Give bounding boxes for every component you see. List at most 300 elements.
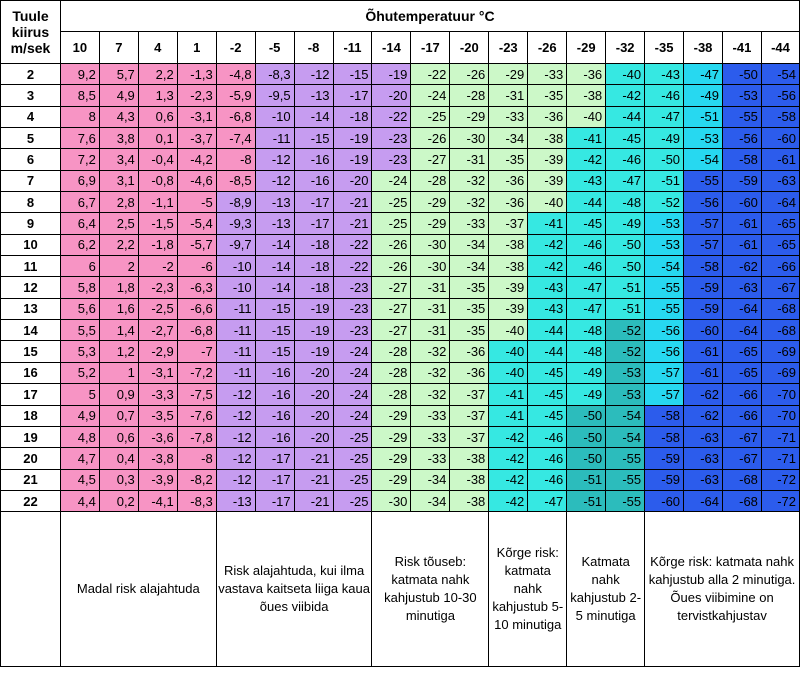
- wind-chill-cell: -68: [722, 490, 761, 511]
- wind-chill-cell: -16: [255, 426, 294, 447]
- wind-chill-cell: -5,4: [177, 213, 216, 234]
- wind-chill-cell: -62: [684, 384, 723, 405]
- wind-chill-cell: -64: [761, 192, 799, 213]
- wind-chill-cell: 8,5: [60, 85, 99, 106]
- wind-chill-cell: -4,6: [177, 170, 216, 191]
- wind-chill-cell: 6,7: [60, 192, 99, 213]
- wind-chill-cell: -59: [645, 469, 684, 490]
- wind-chill-cell: 1,2: [99, 341, 138, 362]
- wind-chill-cell: -1,5: [138, 213, 177, 234]
- wind-speed-cell: 16: [1, 362, 61, 383]
- wind-chill-cell: -35: [528, 85, 567, 106]
- wind-chill-cell: -8: [216, 149, 255, 170]
- temperature-header-cell: -41: [722, 32, 761, 64]
- wind-chill-cell: -26: [372, 256, 411, 277]
- wind-chill-cell: -59: [722, 170, 761, 191]
- wind-chill-cell: -46: [606, 149, 645, 170]
- wind-chill-cell: 7,6: [60, 128, 99, 149]
- wind-chill-cell: -19: [294, 298, 333, 319]
- wind-speed-cell: 19: [1, 426, 61, 447]
- temperature-header-cell: 10: [60, 32, 99, 64]
- wind-chill-cell: -33: [411, 448, 450, 469]
- wind-chill-cell: -65: [722, 362, 761, 383]
- wind-chill-cell: -62: [722, 256, 761, 277]
- wind-chill-cell: -22: [411, 64, 450, 85]
- wind-chill-cell: -18: [294, 256, 333, 277]
- wind-chill-cell: -49: [645, 128, 684, 149]
- wind-chill-cell: -50: [722, 64, 761, 85]
- wind-chill-cell: 2,5: [99, 213, 138, 234]
- wind-chill-cell: -36: [489, 170, 528, 191]
- wind-chill-cell: -42: [528, 234, 567, 255]
- wind-chill-cell: -19: [372, 64, 411, 85]
- wind-chill-cell: 5: [60, 384, 99, 405]
- wind-chill-cell: -43: [528, 298, 567, 319]
- wind-chill-cell: -12: [216, 469, 255, 490]
- wind-chill-cell: -24: [333, 362, 372, 383]
- wind-chill-cell: 2,2: [138, 64, 177, 85]
- wind-speed-cell: 9: [1, 213, 61, 234]
- legend-blank: [1, 512, 61, 667]
- wind-chill-cell: -61: [684, 362, 723, 383]
- wind-chill-cell: -10: [216, 256, 255, 277]
- wind-chill-cell: -14: [255, 277, 294, 298]
- wind-chill-cell: -16: [294, 149, 333, 170]
- wind-chill-cell: -5,7: [177, 234, 216, 255]
- wind-chill-cell: -27: [372, 298, 411, 319]
- legend-low-risk: Madal risk alajahtuda: [60, 512, 216, 667]
- wind-chill-cell: -36: [450, 341, 489, 362]
- wind-chill-cell: -6,6: [177, 298, 216, 319]
- wind-chill-cell: -55: [645, 277, 684, 298]
- wind-chill-cell: -34: [450, 256, 489, 277]
- wind-chill-cell: -50: [567, 405, 606, 426]
- wind-chill-cell: -46: [528, 448, 567, 469]
- wind-chill-cell: -6,8: [177, 320, 216, 341]
- wind-chill-cell: -0,4: [138, 149, 177, 170]
- wind-chill-cell: -57: [645, 384, 684, 405]
- wind-chill-cell: -32: [411, 384, 450, 405]
- wind-chill-cell: 0,1: [138, 128, 177, 149]
- table-row: [1, 170, 800, 191]
- wind-chill-cell: -28: [450, 85, 489, 106]
- wind-chill-cell: 0,4: [99, 448, 138, 469]
- wind-chill-cell: -67: [722, 448, 761, 469]
- wind-chill-cell: -55: [684, 170, 723, 191]
- wind-chill-cell: -15: [255, 298, 294, 319]
- wind-chill-cell: -29: [450, 106, 489, 127]
- wind-chill-cell: 3,8: [99, 128, 138, 149]
- wind-chill-cell: -47: [528, 490, 567, 511]
- wind-chill-cell: -47: [645, 106, 684, 127]
- wind-chill-cell: -20: [294, 405, 333, 426]
- wind-chill-cell: -65: [722, 341, 761, 362]
- wind-chill-cell: -37: [450, 426, 489, 447]
- wind-chill-cell: -29: [372, 426, 411, 447]
- wind-chill-cell: -30: [411, 234, 450, 255]
- wind-chill-cell: -27: [372, 320, 411, 341]
- wind-chill-cell: -24: [333, 405, 372, 426]
- wind-chill-cell: -63: [722, 277, 761, 298]
- wind-chill-cell: -46: [528, 426, 567, 447]
- wind-chill-cell: -16: [255, 384, 294, 405]
- wind-chill-cell: -32: [450, 170, 489, 191]
- wind-chill-cell: -53: [684, 128, 723, 149]
- wind-chill-cell: 4,8: [60, 426, 99, 447]
- wind-chill-cell: -26: [411, 128, 450, 149]
- wind-chill-cell: -16: [255, 362, 294, 383]
- wind-chill-cell: 4,9: [99, 85, 138, 106]
- wind-chill-cell: -2,9: [138, 341, 177, 362]
- wind-chill-cell: -61: [722, 234, 761, 255]
- wind-speed-cell: 10: [1, 234, 61, 255]
- wind-chill-cell: -40: [567, 106, 606, 127]
- wind-chill-cell: -50: [567, 448, 606, 469]
- wind-chill-cell: -29: [411, 192, 450, 213]
- temperature-header-row: [1, 32, 800, 64]
- wind-chill-cell: -29: [372, 405, 411, 426]
- wind-chill-cell: -54: [684, 149, 723, 170]
- wind-chill-cell: -58: [645, 426, 684, 447]
- wind-chill-cell: 0,6: [99, 426, 138, 447]
- wind-speed-cell: 21: [1, 469, 61, 490]
- wind-chill-cell: -59: [684, 277, 723, 298]
- wind-chill-cell: -63: [684, 426, 723, 447]
- temperature-header-cell: -38: [684, 32, 723, 64]
- table-row: [1, 469, 800, 490]
- wind-chill-cell: -58: [722, 149, 761, 170]
- wind-chill-cell: 6,4: [60, 213, 99, 234]
- wind-chill-cell: -32: [411, 341, 450, 362]
- wind-chill-cell: -63: [684, 469, 723, 490]
- wind-chill-cell: -32: [411, 362, 450, 383]
- wind-chill-cell: -11: [216, 362, 255, 383]
- wind-chill-cell: -33: [411, 426, 450, 447]
- wind-chill-cell: -13: [294, 85, 333, 106]
- wind-chill-cell: -66: [722, 405, 761, 426]
- wind-speed-cell: 3: [1, 85, 61, 106]
- wind-speed-cell: 15: [1, 341, 61, 362]
- wind-chill-cell: -61: [761, 149, 799, 170]
- wind-chill-cell: -34: [489, 128, 528, 149]
- temperature-header-cell: -2: [216, 32, 255, 64]
- wind-chill-cell: -49: [567, 384, 606, 405]
- wind-chill-cell: -11: [216, 320, 255, 341]
- wind-chill-cell: -43: [645, 64, 684, 85]
- table-row: [1, 405, 800, 426]
- wind-chill-cell: -7,6: [177, 405, 216, 426]
- wind-chill-cell: 2,8: [99, 192, 138, 213]
- wind-chill-cell: -34: [450, 234, 489, 255]
- wind-chill-cell: -3,7: [177, 128, 216, 149]
- wind-chill-cell: -27: [372, 277, 411, 298]
- wind-chill-cell: -20: [294, 426, 333, 447]
- wind-chill-cell: -24: [372, 170, 411, 191]
- wind-chill-cell: -16: [294, 170, 333, 191]
- table-row: [1, 192, 800, 213]
- wind-chill-cell: -8,3: [177, 490, 216, 511]
- wind-chill-cell: -29: [372, 469, 411, 490]
- table-row: [1, 64, 800, 85]
- wind-chill-cell: -8,2: [177, 469, 216, 490]
- wind-chill-cell: -12: [255, 149, 294, 170]
- wind-chill-cell: 0,3: [99, 469, 138, 490]
- wind-chill-cell: 1,8: [99, 277, 138, 298]
- wind-chill-cell: -54: [645, 256, 684, 277]
- wind-chill-cell: -26: [372, 234, 411, 255]
- temperature-header-cell: -17: [411, 32, 450, 64]
- wind-chill-cell: -20: [333, 170, 372, 191]
- wind-chill-cell: -10: [255, 106, 294, 127]
- wind-speed-cell: 4: [1, 106, 61, 127]
- wind-chill-cell: 4,5: [60, 469, 99, 490]
- temperature-header-cell: -11: [333, 32, 372, 64]
- wind-chill-cell: -31: [411, 277, 450, 298]
- wind-speed-cell: 18: [1, 405, 61, 426]
- wind-chill-cell: -26: [450, 64, 489, 85]
- temperature-header-cell: 7: [99, 32, 138, 64]
- wind-chill-cell: -60: [722, 192, 761, 213]
- wind-chill-cell: -49: [684, 85, 723, 106]
- wind-chill-cell: -50: [645, 149, 684, 170]
- wind-chill-cell: -21: [294, 490, 333, 511]
- wind-chill-cell: -56: [722, 128, 761, 149]
- wind-chill-cell: -14: [255, 256, 294, 277]
- wind-chill-cell: -56: [761, 85, 799, 106]
- wind-speed-cell: 20: [1, 448, 61, 469]
- wind-chill-cell: 6,2: [60, 234, 99, 255]
- wind-chill-cell: -17: [294, 213, 333, 234]
- wind-chill-cell: -57: [645, 362, 684, 383]
- wind-chill-cell: -46: [567, 256, 606, 277]
- wind-chill-cell: -63: [761, 170, 799, 191]
- wind-chill-cell: -47: [684, 64, 723, 85]
- wind-chill-cell: -15: [255, 341, 294, 362]
- legend-high-risk: Kõrge risk: katmata nahk kahjustub 5-10 minutiga: [489, 512, 567, 667]
- wind-chill-cell: -52: [645, 192, 684, 213]
- wind-chill-cell: 3,4: [99, 149, 138, 170]
- wind-chill-cell: -29: [372, 448, 411, 469]
- wind-chill-cell: -30: [372, 490, 411, 511]
- wind-chill-cell: -23: [372, 128, 411, 149]
- wind-chill-cell: -47: [606, 170, 645, 191]
- wind-chill-cell: -41: [489, 405, 528, 426]
- wind-chill-cell: 6: [60, 256, 99, 277]
- table-row: [1, 106, 800, 127]
- wind-chill-cell: -13: [216, 490, 255, 511]
- wind-speed-header: Tuule kiirus m/sek: [1, 1, 61, 64]
- wind-chill-cell: -46: [567, 234, 606, 255]
- wind-chill-cell: -1,3: [177, 64, 216, 85]
- wind-chill-cell: -0,8: [138, 170, 177, 191]
- temperature-header-cell: 4: [138, 32, 177, 64]
- table-row: [1, 298, 800, 319]
- wind-chill-cell: -25: [411, 106, 450, 127]
- wind-chill-cell: 6,9: [60, 170, 99, 191]
- wind-chill-cell: -19: [294, 320, 333, 341]
- temperature-header-cell: 1: [177, 32, 216, 64]
- wind-chill-cell: -10: [216, 277, 255, 298]
- wind-chill-cell: -53: [606, 384, 645, 405]
- wind-chill-cell: -72: [761, 469, 799, 490]
- wind-chill-cell: 0,2: [99, 490, 138, 511]
- wind-chill-cell: -42: [528, 256, 567, 277]
- wind-chill-cell: -42: [489, 448, 528, 469]
- wind-chill-cell: -70: [761, 405, 799, 426]
- wind-chill-cell: -7,5: [177, 384, 216, 405]
- wind-chill-cell: -64: [722, 298, 761, 319]
- wind-chill-cell: -51: [567, 490, 606, 511]
- wind-chill-cell: 1,3: [138, 85, 177, 106]
- wind-chill-cell: -58: [684, 256, 723, 277]
- wind-chill-cell: -14: [294, 106, 333, 127]
- wind-speed-cell: 14: [1, 320, 61, 341]
- wind-chill-cell: -69: [761, 341, 799, 362]
- wind-chill-cell: -57: [684, 234, 723, 255]
- wind-chill-cell: -72: [761, 490, 799, 511]
- wind-chill-cell: -49: [567, 362, 606, 383]
- wind-chill-cell: -31: [489, 85, 528, 106]
- wind-chill-cell: -34: [411, 490, 450, 511]
- wind-chill-cell: -37: [450, 405, 489, 426]
- wind-chill-cell: -21: [333, 192, 372, 213]
- table-row: [1, 256, 800, 277]
- wind-chill-cell: -57: [684, 213, 723, 234]
- table-row: [1, 490, 800, 511]
- wind-chill-cell: -3,1: [138, 362, 177, 383]
- wind-chill-cell: -42: [489, 426, 528, 447]
- wind-chill-cell: -60: [684, 320, 723, 341]
- wind-chill-cell: -42: [489, 469, 528, 490]
- wind-chill-cell: -53: [645, 234, 684, 255]
- temperature-header-cell: -14: [372, 32, 411, 64]
- wind-chill-cell: -38: [489, 256, 528, 277]
- wind-chill-cell: -13: [255, 192, 294, 213]
- wind-chill-cell: -51: [684, 106, 723, 127]
- wind-chill-cell: -50: [606, 256, 645, 277]
- wind-chill-cell: -36: [528, 106, 567, 127]
- wind-chill-rows: [1, 64, 800, 512]
- wind-chill-cell: -6,8: [216, 106, 255, 127]
- table-row: [1, 128, 800, 149]
- wind-chill-cell: -45: [567, 213, 606, 234]
- wind-chill-cell: -59: [684, 298, 723, 319]
- wind-chill-cell: -56: [645, 320, 684, 341]
- wind-speed-cell: 5: [1, 128, 61, 149]
- wind-chill-cell: 2,2: [99, 234, 138, 255]
- wind-chill-cell: -56: [684, 192, 723, 213]
- wind-chill-cell: -54: [606, 405, 645, 426]
- wind-chill-cell: -8: [177, 448, 216, 469]
- wind-chill-cell: -49: [606, 213, 645, 234]
- wind-chill-cell: -37: [489, 213, 528, 234]
- wind-chill-cell: -36: [489, 192, 528, 213]
- wind-chill-cell: -35: [450, 320, 489, 341]
- wind-chill-cell: -23: [333, 298, 372, 319]
- wind-chill-cell: -55: [722, 106, 761, 127]
- wind-chill-cell: -54: [761, 64, 799, 85]
- wind-chill-cell: 1,6: [99, 298, 138, 319]
- wind-chill-cell: -28: [372, 362, 411, 383]
- wind-chill-cell: -45: [528, 362, 567, 383]
- wind-chill-cell: -65: [761, 213, 799, 234]
- wind-speed-cell: 12: [1, 277, 61, 298]
- wind-chill-cell: -58: [645, 405, 684, 426]
- wind-chill-cell: -11: [216, 298, 255, 319]
- wind-chill-cell: -12: [255, 170, 294, 191]
- wind-chill-cell: -9,7: [216, 234, 255, 255]
- wind-chill-cell: 0,6: [138, 106, 177, 127]
- wind-chill-cell: -31: [411, 320, 450, 341]
- wind-chill-cell: -45: [528, 384, 567, 405]
- wind-chill-cell: -47: [567, 277, 606, 298]
- wind-chill-cell: -23: [333, 320, 372, 341]
- wind-chill-cell: -63: [684, 448, 723, 469]
- wind-chill-cell: -1,1: [138, 192, 177, 213]
- wind-chill-cell: -44: [528, 320, 567, 341]
- wind-chill-cell: -67: [722, 426, 761, 447]
- wind-chill-cell: -14: [255, 234, 294, 255]
- wind-chill-cell: -40: [528, 192, 567, 213]
- wind-chill-cell: 4,9: [60, 405, 99, 426]
- wind-chill-cell: -12: [216, 405, 255, 426]
- wind-chill-cell: -33: [489, 106, 528, 127]
- wind-chill-cell: -38: [528, 128, 567, 149]
- wind-chill-cell: 5,3: [60, 341, 99, 362]
- wind-chill-cell: -4,8: [216, 64, 255, 85]
- wind-chill-cell: -34: [411, 469, 450, 490]
- wind-chill-cell: -17: [255, 490, 294, 511]
- wind-chill-cell: -68: [761, 298, 799, 319]
- wind-chill-cell: -39: [528, 170, 567, 191]
- table-row: [1, 426, 800, 447]
- wind-chill-cell: -52: [606, 341, 645, 362]
- wind-chill-cell: -53: [645, 213, 684, 234]
- table-row: [1, 277, 800, 298]
- wind-chill-cell: -21: [333, 213, 372, 234]
- table-row: [1, 362, 800, 383]
- wind-chill-cell: -15: [255, 320, 294, 341]
- wind-chill-cell: -65: [761, 234, 799, 255]
- wind-chill-cell: -7,4: [216, 128, 255, 149]
- wind-chill-cell: -3,8: [138, 448, 177, 469]
- wind-chill-cell: -41: [528, 213, 567, 234]
- wind-chill-cell: 5,5: [60, 320, 99, 341]
- wind-chill-cell: -44: [528, 341, 567, 362]
- wind-chill-cell: -42: [606, 85, 645, 106]
- wind-chill-cell: -22: [333, 256, 372, 277]
- wind-chill-cell: -12: [294, 64, 333, 85]
- wind-chill-cell: -33: [411, 405, 450, 426]
- wind-chill-cell: -24: [411, 85, 450, 106]
- wind-chill-cell: 2: [99, 256, 138, 277]
- wind-chill-cell: -28: [372, 384, 411, 405]
- wind-chill-cell: -50: [606, 234, 645, 255]
- wind-chill-cell: -17: [255, 448, 294, 469]
- wind-chill-cell: -3,6: [138, 426, 177, 447]
- temperature-header-cell: -8: [294, 32, 333, 64]
- wind-chill-cell: -2: [138, 256, 177, 277]
- wind-chill-cell: -42: [567, 149, 606, 170]
- wind-chill-cell: -44: [567, 192, 606, 213]
- wind-chill-cell: -2,7: [138, 320, 177, 341]
- wind-chill-cell: -40: [489, 362, 528, 383]
- wind-chill-cell: -25: [372, 192, 411, 213]
- wind-chill-cell: -20: [294, 384, 333, 405]
- table-row: [1, 341, 800, 362]
- temperature-header-cell: -44: [761, 32, 799, 64]
- wind-chill-cell: -42: [489, 490, 528, 511]
